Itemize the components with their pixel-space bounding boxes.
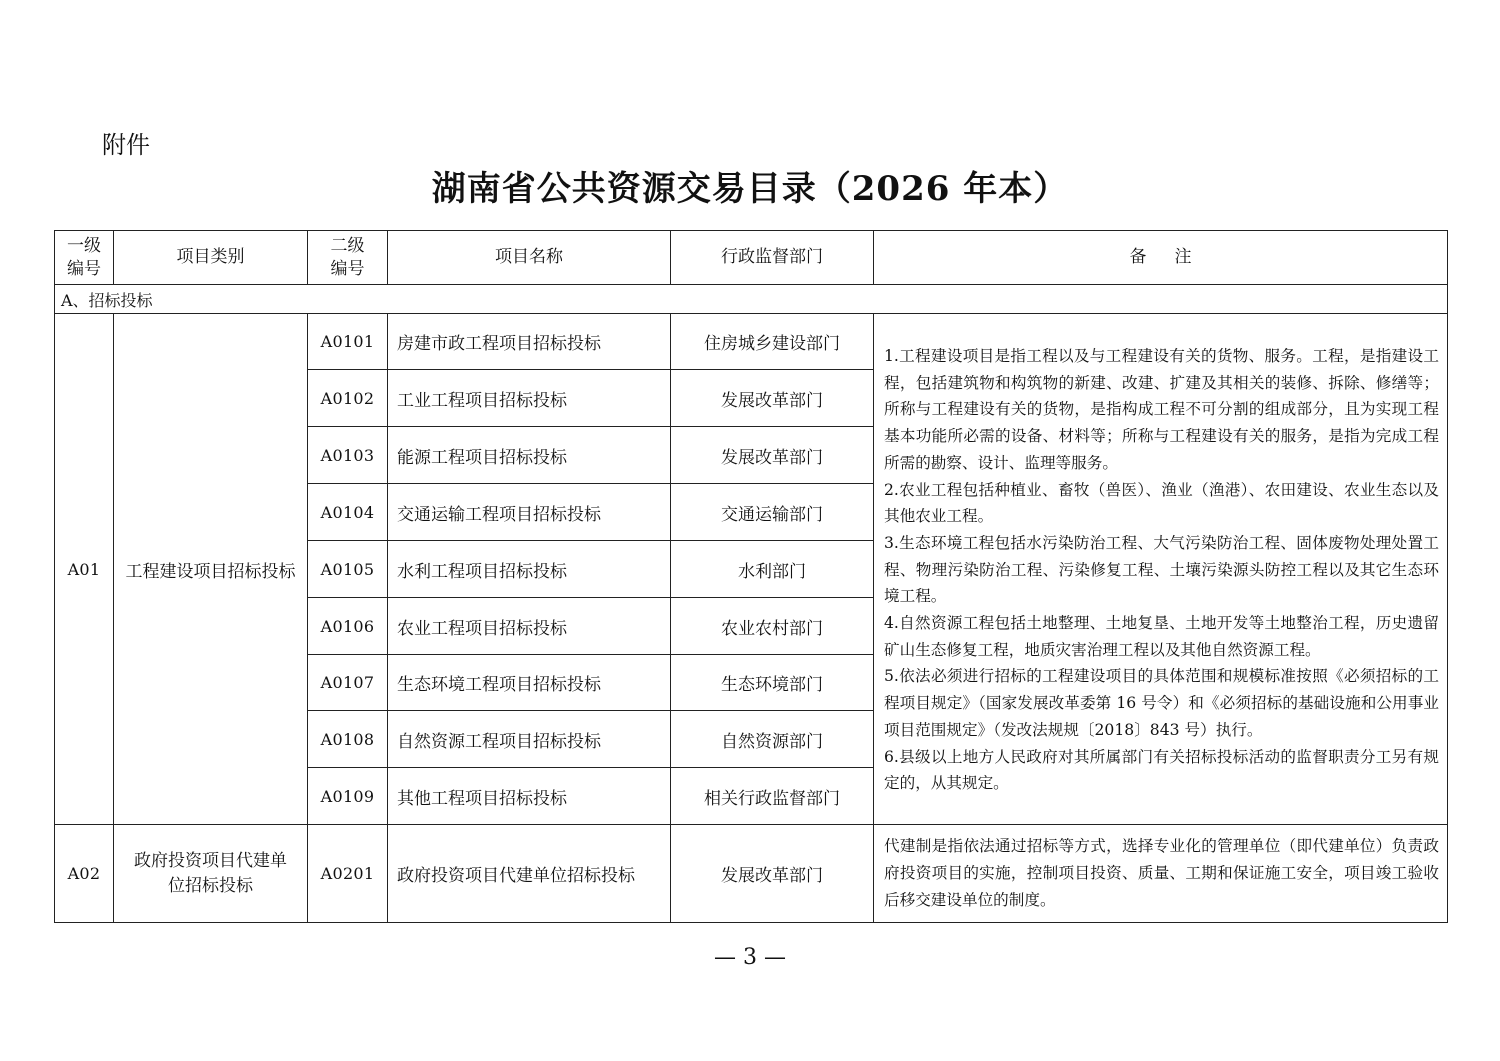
- level1-code: A01: [55, 314, 114, 825]
- note-paragraph: 6.县级以上地方人民政府对其所属部门有关招标投标活动的监督职责分工另有规定的，从其规定。: [884, 747, 1439, 793]
- note-paragraph: 2.农业工程包括种植业、畜牧（兽医）、渔业（渔港）、农田建设、农业生态以及其他农业工程。: [884, 480, 1439, 526]
- department: 发展改革部门: [671, 825, 874, 923]
- project-name: 自然资源工程项目招标投标: [388, 711, 671, 768]
- project-name: 其他工程项目招标投标: [388, 768, 671, 825]
- catalog-table: [54, 230, 1448, 923]
- header-project-name: 项目名称: [388, 231, 671, 285]
- header-level1-code: 一级 编号: [55, 231, 114, 285]
- department: 住房城乡建设部门: [671, 314, 874, 370]
- department: 发展改革部门: [671, 370, 874, 427]
- note-paragraph: 5.依法必须进行招标的工程建设项目的具体范围和规模标准按照《必须招标的工程项目规定》（国家发展改革委第 16 号令）和《必须招标的基础设施和公用事业项目范围规定》（发改法规规〔2018〕843 号）执行。: [884, 667, 1439, 739]
- department: 相关行政监督部门: [671, 768, 874, 825]
- category-cell: 政府投资项目代建单位招标投标: [114, 825, 308, 923]
- level2-code: A0104: [308, 484, 388, 541]
- project-name: 能源工程项目招标投标: [388, 427, 671, 484]
- level2-code: A0107: [308, 655, 388, 711]
- department: 水利部门: [671, 541, 874, 598]
- department: 生态环境部门: [671, 655, 874, 711]
- level2-code: A0101: [308, 314, 388, 370]
- notes-cell: [874, 314, 1448, 825]
- project-name: 生态环境工程项目招标投标: [388, 655, 671, 711]
- project-name: 水利工程项目招标投标: [388, 541, 671, 598]
- header-level2-code: 二级 编号: [308, 231, 388, 285]
- level2-code: A0106: [308, 598, 388, 655]
- level2-code: A0103: [308, 427, 388, 484]
- project-name: 政府投资项目代建单位招标投标: [388, 825, 671, 923]
- section-title: A、招标投标: [55, 285, 1448, 314]
- section-row: [55, 285, 1448, 314]
- level2-code: A0108: [308, 711, 388, 768]
- level2-code: A0105: [308, 541, 388, 598]
- level2-code: A0109: [308, 768, 388, 825]
- page-number: — 3 —: [714, 945, 786, 970]
- table-row: [55, 314, 1448, 370]
- level2-code: A0201: [308, 825, 388, 923]
- attachment-label: 附件: [102, 131, 150, 159]
- project-name: 房建市政工程项目招标投标: [388, 314, 671, 370]
- project-name: 交通运输工程项目招标投标: [388, 484, 671, 541]
- department: 农业农村部门: [671, 598, 874, 655]
- note-paragraph: 1.工程建设项目是指工程以及与工程建设有关的货物、服务。工程，是指建设工程，包括建筑物和构筑物的新建、改建、扩建及其相关的装修、拆除、修缮等；所称与工程建设有关的货物，是指构成工程不可分割的组成部分，且为实现工程基本功能所必需的设备、材料等；所称与工程建设有关的服务，是指为完成工程所需的勘察、设计、监理等服务。: [884, 347, 1439, 472]
- project-name: 农业工程项目招标投标: [388, 598, 671, 655]
- level2-code: A0102: [308, 370, 388, 427]
- table-header-row: [55, 231, 1448, 285]
- notes-cell: 代建制是指依法通过招标等方式，选择专业化的管理单位（即代建单位）负责政府投资项目的实施，控制项目投资、质量、工期和保证施工安全，项目竣工验收后移交建设单位的制度。: [874, 825, 1448, 923]
- project-name: 工业工程项目招标投标: [388, 370, 671, 427]
- note-paragraph: 3.生态环境工程包括水污染防治工程、大气污染防治工程、固体废物处理处置工程、物理污染防治工程、污染修复工程、土壤污染源头防控工程以及其它生态环境工程。: [884, 533, 1439, 606]
- header-category: 项目类别: [114, 231, 308, 285]
- department: 交通运输部门: [671, 484, 874, 541]
- note-paragraph: 4.自然资源工程包括土地整理、土地复垦、土地开发等土地整治工程，历史遗留矿山生态修复工程，地质灾害治理工程以及其他自然资源工程。: [884, 614, 1439, 659]
- header-notes: 备注: [874, 231, 1448, 285]
- department: 发展改革部门: [671, 427, 874, 484]
- level1-code: A02: [55, 825, 114, 923]
- category-cell: 工程建设项目招标投标: [114, 314, 308, 825]
- department: 自然资源部门: [671, 711, 874, 768]
- document-title: 湖南省公共资源交易目录（2026 年本）: [431, 169, 1069, 209]
- table-row: [55, 825, 1448, 923]
- header-department: 行政监督部门: [671, 231, 874, 285]
